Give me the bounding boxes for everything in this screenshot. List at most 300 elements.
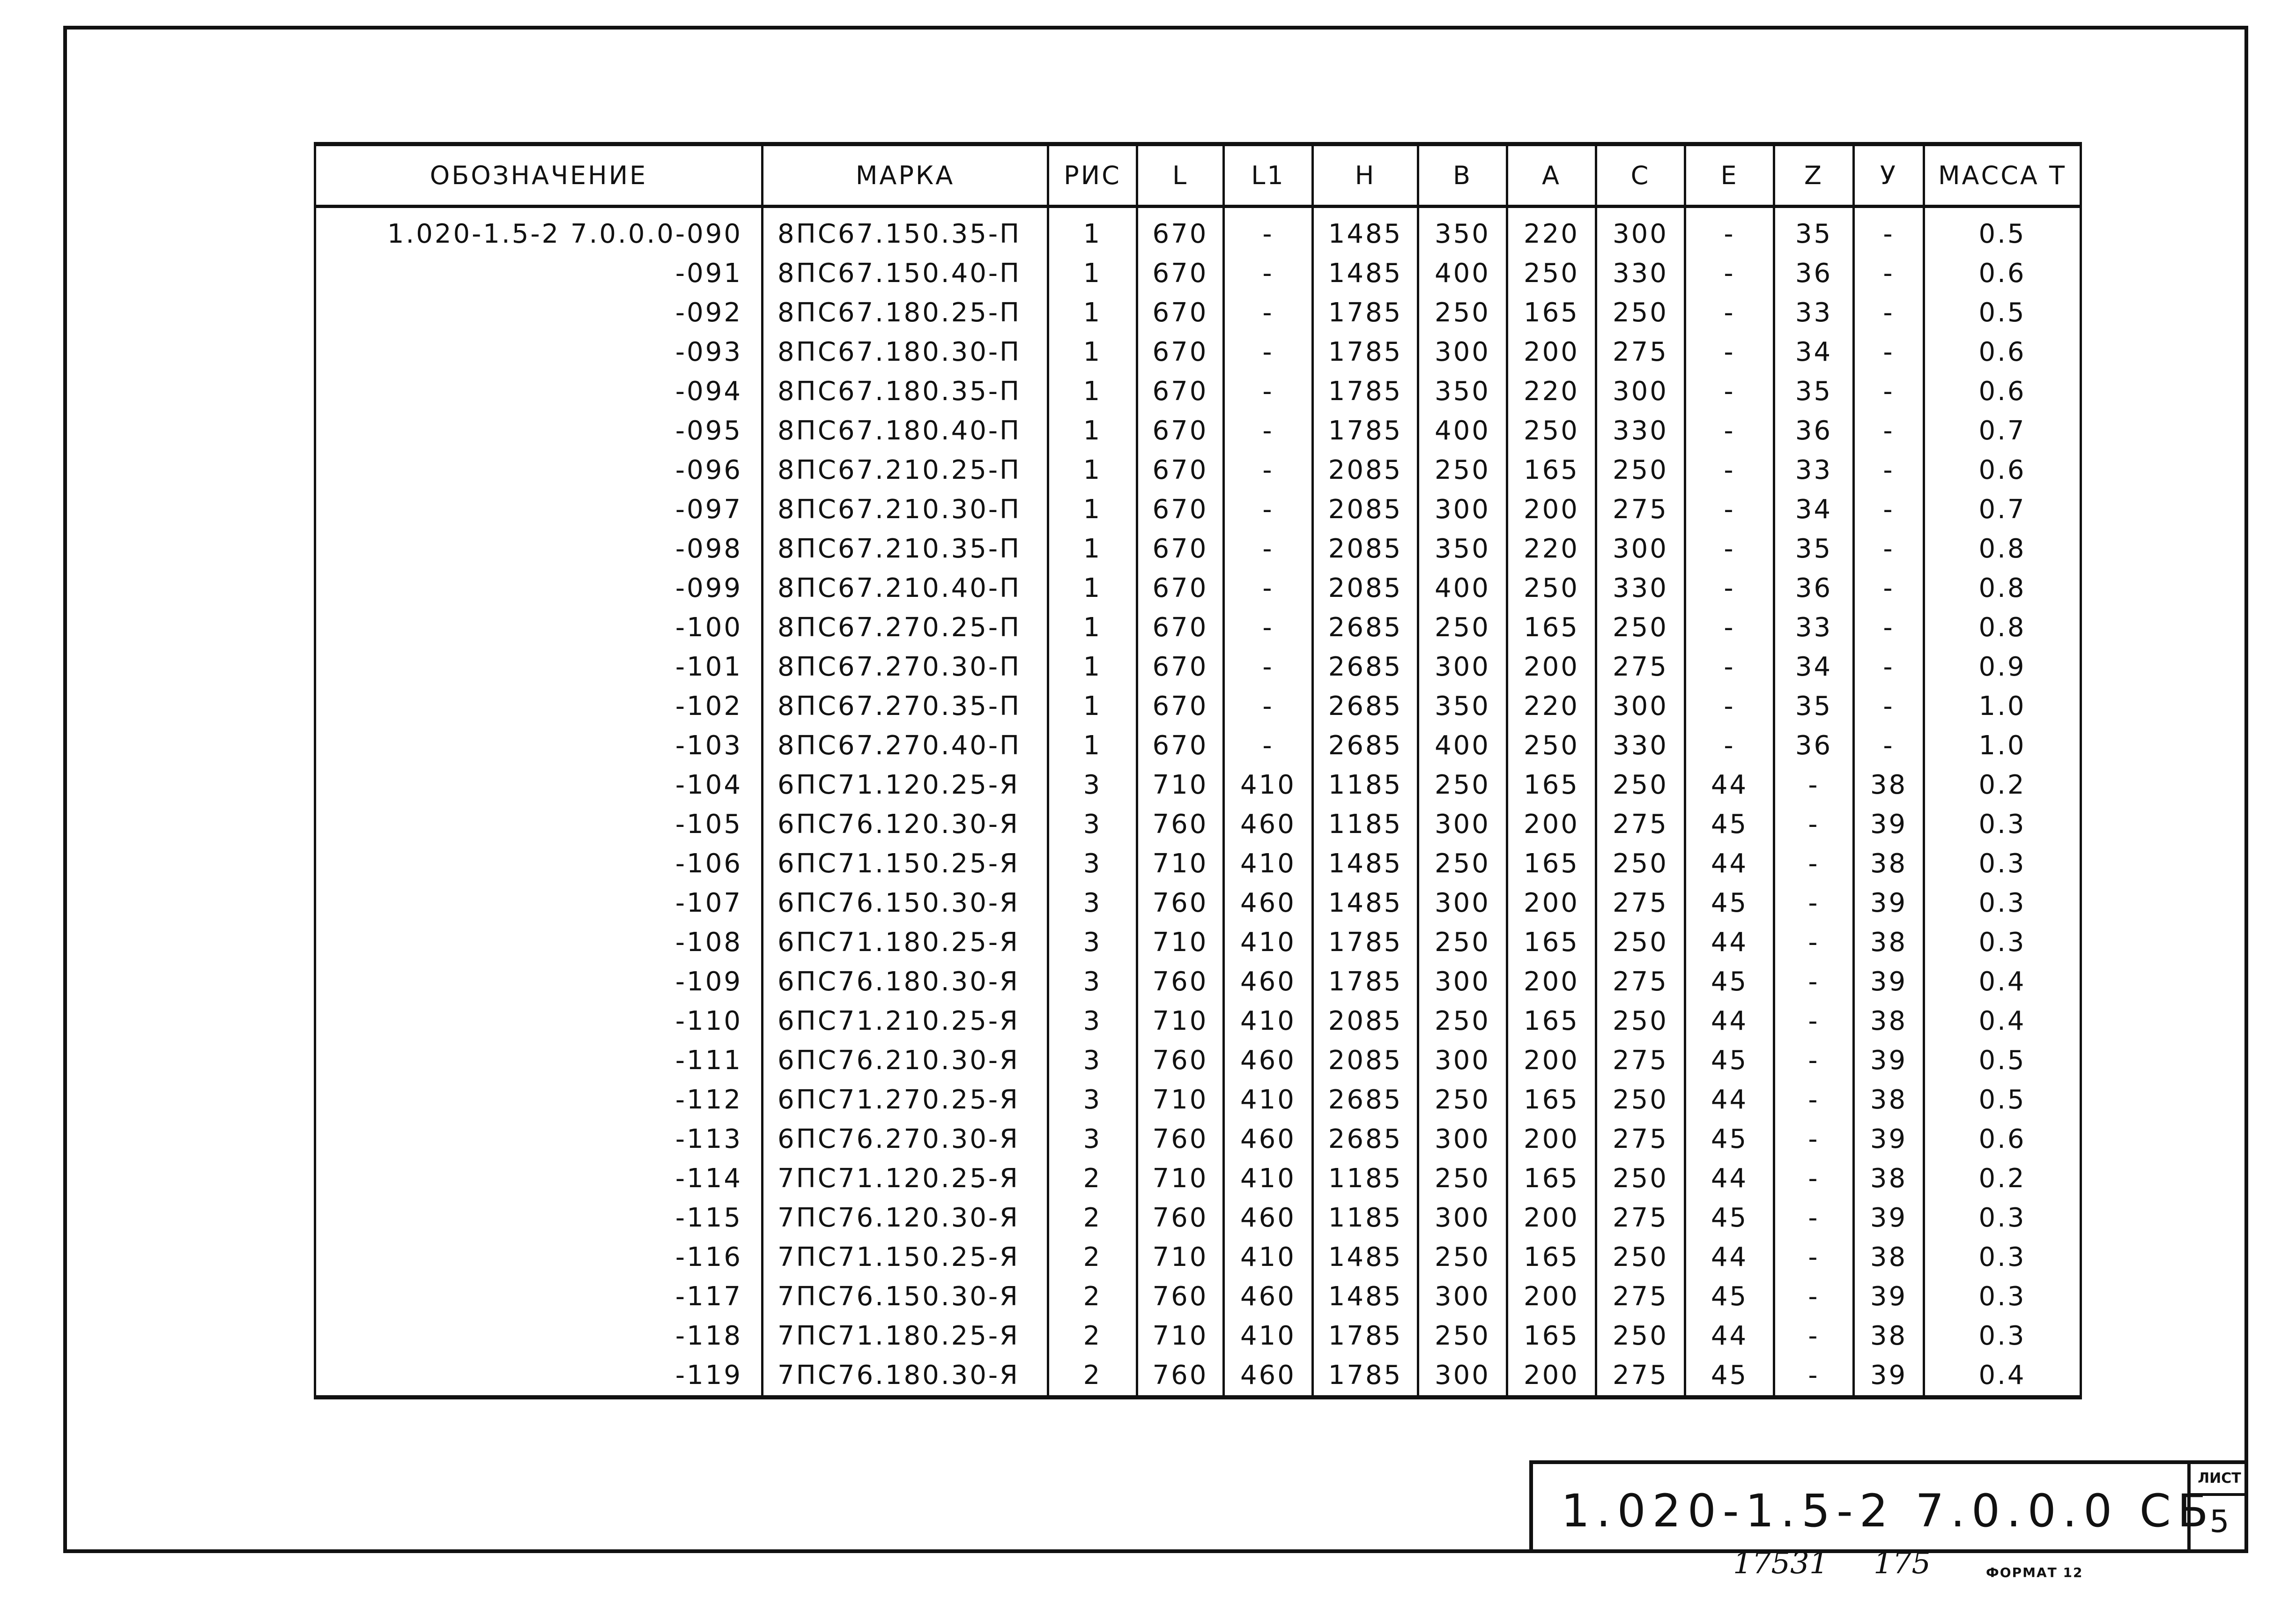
table-cell: 250	[1596, 923, 1685, 962]
table-cell: 275	[1596, 884, 1685, 923]
table-cell: 34	[1774, 647, 1854, 687]
table-cell: 0.5	[1924, 207, 2081, 254]
table-cell: 1485	[1313, 207, 1418, 254]
table-cell: 670	[1137, 293, 1224, 333]
table-cell: -	[1854, 207, 1924, 254]
table-cell: 0.3	[1924, 923, 2081, 962]
table-cell: 2085	[1313, 451, 1418, 490]
table-cell: -	[1224, 207, 1313, 254]
table-cell: -	[1224, 569, 1313, 608]
table-cell: 300	[1418, 1198, 1507, 1238]
specification-table	[314, 142, 2082, 1399]
table-cell: 760	[1137, 1041, 1224, 1080]
table-cell: 670	[1137, 529, 1224, 569]
table-cell: 670	[1137, 411, 1224, 451]
table-cell: 0.4	[1924, 1356, 2081, 1398]
table-cell: 1185	[1313, 766, 1418, 805]
table-cell: 3	[1048, 1080, 1137, 1120]
table-cell: 1	[1048, 490, 1137, 529]
table-cell: 39	[1854, 1120, 1924, 1159]
table-cell: 39	[1854, 884, 1924, 923]
table-cell: 1	[1048, 333, 1137, 372]
table-cell: -	[1685, 333, 1774, 372]
table-cell: 200	[1507, 1120, 1596, 1159]
table-cell: 300	[1418, 962, 1507, 1002]
table-cell: 460	[1224, 1198, 1313, 1238]
table-cell: 2	[1048, 1238, 1137, 1277]
table-cell: 39	[1854, 1356, 1924, 1398]
table-row	[315, 962, 2081, 1002]
table-cell: 275	[1596, 1356, 1685, 1398]
table-cell: -092	[315, 293, 763, 333]
table-cell: 350	[1418, 372, 1507, 411]
table-cell: -113	[315, 1120, 763, 1159]
table-cell: 275	[1596, 962, 1685, 1002]
table-cell: -	[1685, 647, 1774, 687]
table-cell: -	[1685, 608, 1774, 647]
table-cell: 710	[1137, 844, 1224, 884]
table-cell: 0.6	[1924, 372, 2081, 411]
table-cell: 8ПС67.180.35-П	[763, 372, 1048, 411]
table-cell: 2	[1048, 1198, 1137, 1238]
table-row	[315, 608, 2081, 647]
table-cell: 0.3	[1924, 1198, 2081, 1238]
table-cell: 1.0	[1924, 726, 2081, 766]
table-cell: 330	[1596, 569, 1685, 608]
table-cell: 250	[1418, 844, 1507, 884]
table-cell: 7ПС76.180.30-Я	[763, 1356, 1048, 1398]
table-cell: 410	[1224, 923, 1313, 962]
table-cell: 45	[1685, 1277, 1774, 1316]
table-cell: 300	[1418, 647, 1507, 687]
table-cell: 2685	[1313, 647, 1418, 687]
table-row	[315, 687, 2081, 726]
table-row	[315, 1120, 2081, 1159]
table-cell: -	[1224, 490, 1313, 529]
table-cell: 410	[1224, 766, 1313, 805]
table-cell: 44	[1685, 1002, 1774, 1041]
table-cell: 250	[1596, 1159, 1685, 1198]
table-cell: 330	[1596, 254, 1685, 293]
table-cell: 0.5	[1924, 1080, 2081, 1120]
table-row	[315, 1002, 2081, 1041]
table-cell: -	[1224, 647, 1313, 687]
table-cell: 2	[1048, 1316, 1137, 1356]
format-label: ФОРМАТ 12	[1986, 1565, 2083, 1580]
table-cell: 2685	[1313, 726, 1418, 766]
table-cell: 35	[1774, 529, 1854, 569]
table-cell: -117	[315, 1277, 763, 1316]
table-cell: 6ПС76.270.30-Я	[763, 1120, 1048, 1159]
table-cell: -	[1685, 207, 1774, 254]
table-cell: -	[1774, 805, 1854, 844]
table-cell: 38	[1854, 1316, 1924, 1356]
table-cell: 3	[1048, 1120, 1137, 1159]
table-cell: 710	[1137, 1159, 1224, 1198]
table-cell: 220	[1507, 372, 1596, 411]
table-cell: 36	[1774, 254, 1854, 293]
table-cell: 0.7	[1924, 411, 2081, 451]
table-cell: 670	[1137, 451, 1224, 490]
table-cell: -	[1854, 411, 1924, 451]
column-header: У	[1854, 144, 1924, 207]
table-cell: 400	[1418, 254, 1507, 293]
table-cell: 460	[1224, 1356, 1313, 1398]
table-cell: -	[1685, 411, 1774, 451]
table-cell: -	[1774, 1277, 1854, 1316]
table-cell: 6ПС76.150.30-Я	[763, 884, 1048, 923]
sheet-number: 5	[2209, 1503, 2229, 1540]
table-cell: 300	[1418, 805, 1507, 844]
table-cell: -106	[315, 844, 763, 884]
column-header: МАССА Т	[1924, 144, 2081, 207]
table-cell: 8ПС67.270.30-П	[763, 647, 1048, 687]
table-cell: 45	[1685, 884, 1774, 923]
table-cell: 0.3	[1924, 884, 2081, 923]
table-cell: 8ПС67.180.25-П	[763, 293, 1048, 333]
table-cell: 2085	[1313, 569, 1418, 608]
table-cell: 200	[1507, 333, 1596, 372]
table-cell: 2685	[1313, 1120, 1418, 1159]
table-cell: 350	[1418, 207, 1507, 254]
table-cell: -	[1854, 647, 1924, 687]
table-cell: 330	[1596, 726, 1685, 766]
table-cell: 410	[1224, 1159, 1313, 1198]
table-cell: -103	[315, 726, 763, 766]
table-cell: 0.6	[1924, 1120, 2081, 1159]
table-cell: 1	[1048, 372, 1137, 411]
table-cell: 34	[1774, 333, 1854, 372]
table-cell: 165	[1507, 1238, 1596, 1277]
table-row	[315, 647, 2081, 687]
table-cell: 0.6	[1924, 254, 2081, 293]
table-cell: 165	[1507, 923, 1596, 962]
table-cell: 0.8	[1924, 569, 2081, 608]
table-cell: 2685	[1313, 608, 1418, 647]
table-cell: 460	[1224, 1277, 1313, 1316]
table-row	[315, 1316, 2081, 1356]
table-cell: -	[1685, 490, 1774, 529]
table-cell: 44	[1685, 1080, 1774, 1120]
table-row	[315, 490, 2081, 529]
table-cell: 44	[1685, 1316, 1774, 1356]
table-cell: -119	[315, 1356, 763, 1398]
table-cell: 710	[1137, 766, 1224, 805]
table-cell: 1785	[1313, 411, 1418, 451]
table-cell: -	[1224, 726, 1313, 766]
table-cell: -097	[315, 490, 763, 529]
table-cell: 250	[1507, 411, 1596, 451]
table-cell: 39	[1854, 805, 1924, 844]
table-cell: 710	[1137, 1080, 1224, 1120]
table-cell: -105	[315, 805, 763, 844]
table-cell: 250	[1418, 1080, 1507, 1120]
table-cell: -095	[315, 411, 763, 451]
table-cell: -	[1224, 451, 1313, 490]
table-cell: 39	[1854, 1277, 1924, 1316]
table-cell: 760	[1137, 1198, 1224, 1238]
table-cell: 250	[1418, 1316, 1507, 1356]
table-cell: 300	[1418, 333, 1507, 372]
table-cell: 33	[1774, 293, 1854, 333]
table-cell: 36	[1774, 726, 1854, 766]
table-cell: 300	[1596, 529, 1685, 569]
table-cell: 300	[1418, 1356, 1507, 1398]
column-header: А	[1507, 144, 1596, 207]
table-cell: -	[1774, 962, 1854, 1002]
title-block	[1529, 1460, 2248, 1553]
table-cell: 3	[1048, 884, 1137, 923]
document-code: 1.020-1.5-2 7.0.0.0 СБ	[1561, 1485, 2215, 1537]
table-cell: 300	[1596, 207, 1685, 254]
table-cell: -	[1774, 923, 1854, 962]
table-cell: 460	[1224, 884, 1313, 923]
table-cell: -	[1774, 844, 1854, 884]
table-cell: 250	[1418, 293, 1507, 333]
table-cell: 330	[1596, 411, 1685, 451]
table-cell: -	[1774, 1356, 1854, 1398]
table-cell: -	[1774, 1159, 1854, 1198]
table-cell: 8ПС67.210.35-П	[763, 529, 1048, 569]
table-cell: -	[1854, 569, 1924, 608]
table-cell: 250	[1507, 726, 1596, 766]
table-cell: 300	[1596, 687, 1685, 726]
table-cell: 1	[1048, 608, 1137, 647]
table-cell: 33	[1774, 451, 1854, 490]
table-cell: 1	[1048, 529, 1137, 569]
table-row	[315, 1159, 2081, 1198]
table-cell: 200	[1507, 1277, 1596, 1316]
table-cell: 0.2	[1924, 766, 2081, 805]
table-cell: 165	[1507, 844, 1596, 884]
table-cell: 760	[1137, 884, 1224, 923]
table-cell: -108	[315, 923, 763, 962]
table-cell: 38	[1854, 844, 1924, 884]
table-cell: 275	[1596, 333, 1685, 372]
table-cell: 0.4	[1924, 1002, 2081, 1041]
table-cell: 250	[1596, 608, 1685, 647]
table-cell: 2	[1048, 1277, 1137, 1316]
table-cell: 300	[1418, 884, 1507, 923]
table-cell: 3	[1048, 766, 1137, 805]
table-cell: 350	[1418, 529, 1507, 569]
table-cell: -	[1685, 254, 1774, 293]
table-cell: 410	[1224, 1238, 1313, 1277]
table-cell: -112	[315, 1080, 763, 1120]
table-cell: 165	[1507, 293, 1596, 333]
table-cell: 6ПС71.180.25-Я	[763, 923, 1048, 962]
table-cell: 38	[1854, 1080, 1924, 1120]
table-cell: -	[1685, 569, 1774, 608]
table-cell: 410	[1224, 1316, 1313, 1356]
table-row	[315, 726, 2081, 766]
table-cell: 6ПС76.180.30-Я	[763, 962, 1048, 1002]
table-cell: 0.8	[1924, 608, 2081, 647]
sheet-box	[2187, 1464, 2248, 1553]
table-cell: -	[1854, 490, 1924, 529]
table-cell: 39	[1854, 1041, 1924, 1080]
table-cell: 8ПС67.150.40-П	[763, 254, 1048, 293]
table-cell: -	[1224, 293, 1313, 333]
table-cell: 275	[1596, 1198, 1685, 1238]
table-cell: 250	[1596, 451, 1685, 490]
table-cell: -	[1774, 1316, 1854, 1356]
table-cell: 3	[1048, 923, 1137, 962]
table-cell: 760	[1137, 805, 1224, 844]
table-cell: -	[1774, 1198, 1854, 1238]
table-row	[315, 805, 2081, 844]
table-cell: 460	[1224, 805, 1313, 844]
table-cell: 45	[1685, 1356, 1774, 1398]
table-row	[315, 372, 2081, 411]
table-cell: 38	[1854, 766, 1924, 805]
table-cell: 6ПС76.210.30-Я	[763, 1041, 1048, 1080]
table-cell: 39	[1854, 962, 1924, 1002]
table-row	[315, 411, 2081, 451]
table-row	[315, 1238, 2081, 1277]
table-cell: -	[1854, 333, 1924, 372]
table-cell: 165	[1507, 766, 1596, 805]
table-cell: -	[1224, 529, 1313, 569]
table-row	[315, 766, 2081, 805]
table-header	[315, 144, 2081, 207]
table-cell: 165	[1507, 1159, 1596, 1198]
table-cell: -	[1224, 372, 1313, 411]
table-cell: -	[1774, 766, 1854, 805]
table-cell: 710	[1137, 1316, 1224, 1356]
table-cell: 760	[1137, 1120, 1224, 1159]
table-row	[315, 254, 2081, 293]
table-cell: -	[1685, 687, 1774, 726]
table-cell: 200	[1507, 1041, 1596, 1080]
table-cell: 670	[1137, 647, 1224, 687]
table-cell: 250	[1596, 1238, 1685, 1277]
column-header: Е	[1685, 144, 1774, 207]
table-cell: 1785	[1313, 1316, 1418, 1356]
table-cell: -	[1854, 529, 1924, 569]
table-cell: -	[1685, 293, 1774, 333]
table-cell: -	[1685, 529, 1774, 569]
table-cell: 275	[1596, 1120, 1685, 1159]
table-cell: 8ПС67.210.30-П	[763, 490, 1048, 529]
table-cell: 250	[1418, 766, 1507, 805]
table-cell: 250	[1596, 293, 1685, 333]
table-cell: 1.020-1.5-2 7.0.0.0-090	[315, 207, 763, 254]
table-cell: -	[1774, 1080, 1854, 1120]
table-cell: 1	[1048, 293, 1137, 333]
table-cell: 8ПС67.180.40-П	[763, 411, 1048, 451]
table-cell: -114	[315, 1159, 763, 1198]
table-cell: 2685	[1313, 1080, 1418, 1120]
table-row	[315, 569, 2081, 608]
table-cell: 0.7	[1924, 490, 2081, 529]
table-cell: 250	[1596, 844, 1685, 884]
table-cell: -	[1854, 254, 1924, 293]
column-header: L1	[1224, 144, 1313, 207]
table-cell: -	[1774, 1120, 1854, 1159]
table-cell: 44	[1685, 1238, 1774, 1277]
table-cell: 0.3	[1924, 1238, 2081, 1277]
table-cell: -	[1774, 1238, 1854, 1277]
table-cell: 7ПС71.180.25-Я	[763, 1316, 1048, 1356]
table-row	[315, 1356, 2081, 1398]
table-cell: 1785	[1313, 372, 1418, 411]
table-cell: 300	[1418, 490, 1507, 529]
table-cell: 350	[1418, 687, 1507, 726]
table-cell: 0.6	[1924, 333, 2081, 372]
table-cell: -093	[315, 333, 763, 372]
table-cell: 0.3	[1924, 1277, 2081, 1316]
table-cell: 6ПС76.120.30-Я	[763, 805, 1048, 844]
table-cell: -	[1854, 372, 1924, 411]
table-cell: 165	[1507, 608, 1596, 647]
column-header: С	[1596, 144, 1685, 207]
table-cell: 250	[1418, 451, 1507, 490]
table-cell: 6ПС71.210.25-Я	[763, 1002, 1048, 1041]
table-cell: 0.3	[1924, 1316, 2081, 1356]
table-cell: -109	[315, 962, 763, 1002]
table-cell: 165	[1507, 1316, 1596, 1356]
table-cell: 200	[1507, 490, 1596, 529]
table-cell: 165	[1507, 1080, 1596, 1120]
table-cell: 0.2	[1924, 1159, 2081, 1198]
inventory-number-2: 175	[1874, 1546, 1931, 1581]
table-cell: 1785	[1313, 962, 1418, 1002]
table-cell: 35	[1774, 372, 1854, 411]
table-cell: 220	[1507, 529, 1596, 569]
table-cell: 300	[1418, 1041, 1507, 1080]
table-cell: 45	[1685, 962, 1774, 1002]
table-cell: 6ПС71.150.25-Я	[763, 844, 1048, 884]
table-cell: 8ПС67.270.25-П	[763, 608, 1048, 647]
table-cell: 1.0	[1924, 687, 2081, 726]
table-cell: 670	[1137, 490, 1224, 529]
table-cell: 2	[1048, 1356, 1137, 1398]
column-header: МАРКА	[763, 144, 1048, 207]
table-cell: 250	[1418, 608, 1507, 647]
table-cell: -	[1854, 726, 1924, 766]
table-cell: 165	[1507, 451, 1596, 490]
table-cell: -101	[315, 647, 763, 687]
table-cell: 0.6	[1924, 451, 2081, 490]
table-cell: 2085	[1313, 529, 1418, 569]
table-cell: -111	[315, 1041, 763, 1080]
table-cell: 220	[1507, 687, 1596, 726]
column-header: В	[1418, 144, 1507, 207]
table-cell: 44	[1685, 1159, 1774, 1198]
table-cell: 1	[1048, 451, 1137, 490]
table-cell: 275	[1596, 647, 1685, 687]
table-cell: 0.8	[1924, 529, 2081, 569]
table-cell: 33	[1774, 608, 1854, 647]
inventory-number: 17531	[1733, 1546, 1829, 1581]
table-row	[315, 923, 2081, 962]
table-cell: 400	[1418, 411, 1507, 451]
table-cell: 300	[1418, 1120, 1507, 1159]
table-cell: 45	[1685, 1041, 1774, 1080]
header-row	[315, 144, 2081, 207]
table-cell: -	[1854, 293, 1924, 333]
table-cell: 460	[1224, 962, 1313, 1002]
table-row	[315, 1198, 2081, 1238]
table-cell: -	[1774, 1041, 1854, 1080]
table-cell: 1	[1048, 687, 1137, 726]
table-cell: 3	[1048, 962, 1137, 1002]
table-cell: 670	[1137, 687, 1224, 726]
table-cell: 300	[1596, 372, 1685, 411]
table-cell: 1185	[1313, 805, 1418, 844]
table-cell: 670	[1137, 207, 1224, 254]
